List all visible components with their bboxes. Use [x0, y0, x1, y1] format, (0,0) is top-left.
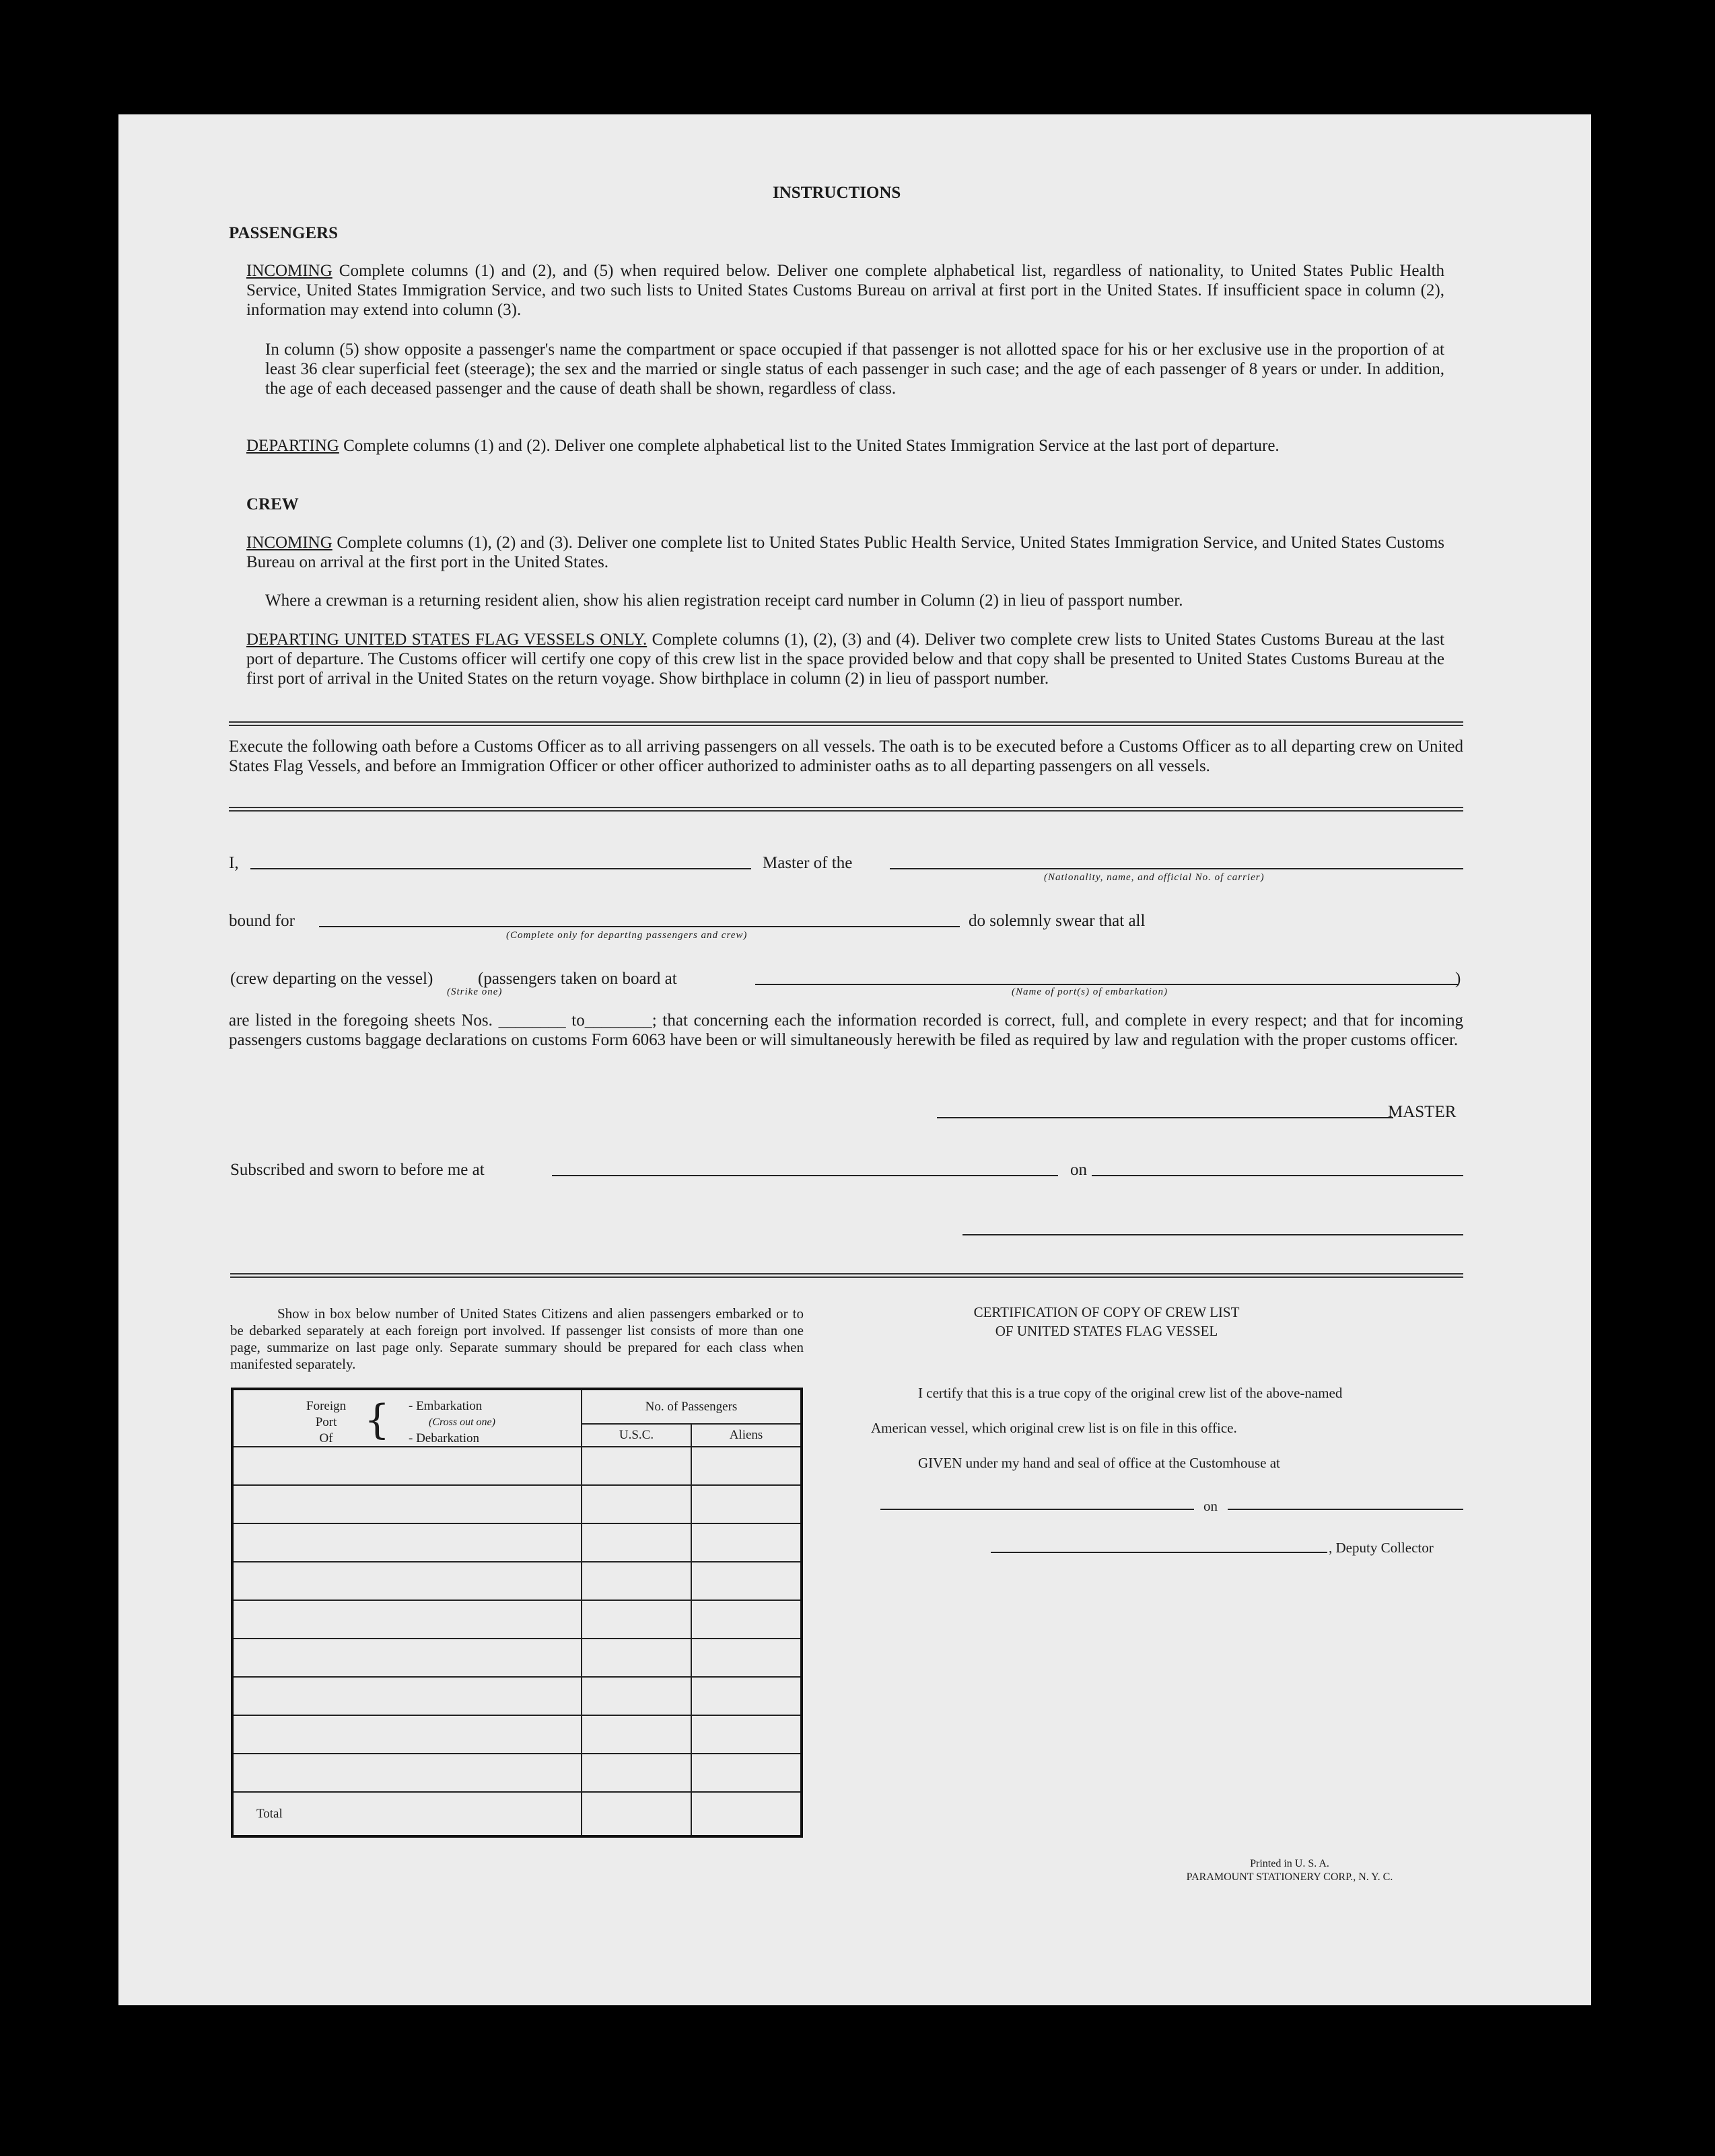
- usc-cell[interactable]: [582, 1754, 691, 1792]
- certification-title: [858, 1303, 1356, 1340]
- aliens-cell[interactable]: [691, 1485, 802, 1523]
- no-passengers-header: No. of Passengers: [582, 1389, 802, 1424]
- master-signature-field[interactable]: [937, 1117, 1393, 1118]
- aliens-cell[interactable]: [691, 1639, 802, 1677]
- nationality-caption: (Nationality, name, and official No. of carrier): [1044, 872, 1265, 883]
- table-row: [232, 1715, 802, 1754]
- form-page: [118, 114, 1591, 2005]
- aliens-cell[interactable]: [691, 1447, 802, 1485]
- port-header-cell: [232, 1389, 582, 1447]
- aliens-cell[interactable]: [691, 1562, 802, 1600]
- aliens-cell[interactable]: [691, 1600, 802, 1639]
- embarkation-port-field[interactable]: [755, 984, 1458, 985]
- usc-cell[interactable]: [582, 1677, 691, 1715]
- departing-paragraph: [246, 436, 1444, 456]
- table-row: [232, 1447, 802, 1485]
- customhouse-field[interactable]: [880, 1509, 1194, 1510]
- deputy-signature-field[interactable]: [991, 1552, 1327, 1553]
- printer-credit: [1074, 1857, 1505, 1884]
- certification-title-line2: OF UNITED STATES FLAG VESSEL: [995, 1323, 1218, 1339]
- table-row: [232, 1485, 802, 1523]
- port-cell[interactable]: [232, 1447, 582, 1485]
- passenger-summary-table: [231, 1388, 803, 1838]
- crew-heading: CREW: [246, 495, 299, 513]
- close-paren: ): [1455, 970, 1461, 988]
- incoming-label: INCOMING: [246, 262, 332, 280]
- complete-caption: (Complete only for departing passengers and crew): [506, 930, 748, 941]
- aliens-total-cell[interactable]: [691, 1792, 802, 1836]
- incoming-paragraph: [246, 261, 1444, 320]
- printer-line1: Printed in U. S. A.: [1250, 1858, 1329, 1869]
- master-of-the: Master of the: [763, 854, 853, 872]
- master-name-field[interactable]: [250, 868, 751, 869]
- usc-cell[interactable]: [582, 1447, 691, 1485]
- certify-line2: American vessel, which original crew list is on file in this office.: [871, 1420, 1237, 1436]
- sworn-on: on: [1070, 1161, 1087, 1179]
- aliens-cell[interactable]: [691, 1754, 802, 1792]
- crew-incoming-text: Complete columns (1), (2) and (3). Deliver one complete list to United States Public Health Service, United States Immigration Service, and United States Customs Bureau on arrival at the first port in the United States.: [246, 534, 1444, 571]
- oath-intro: Execute the following oath before a Customs Officer as to all arriving passengers on all vessels. The oath is to be executed before a Customs Officer as to all departing crew on United States Flag Vessels, and before an Immigration Officer or other officer authorized to administer oaths as to all departing passengers on all vessels.: [229, 738, 1463, 775]
- brace-icon: {: [364, 1396, 390, 1443]
- aliens-header: Aliens: [691, 1424, 802, 1447]
- table-row: [232, 1639, 802, 1677]
- port-cell[interactable]: [232, 1562, 582, 1600]
- summary-intro: Show in box below number of United States Citizens and alien passengers embarked or to be debarked separately at each foreign port involved. If passenger list consists of more than one page, summarize on last page only. Separate summary should be prepared for each class when manifested separately.: [230, 1305, 804, 1372]
- usc-cell[interactable]: [582, 1639, 691, 1677]
- bound-for: bound for: [229, 912, 295, 930]
- flag-vessel-paragraph: [246, 630, 1444, 688]
- of-label: Of: [319, 1431, 333, 1445]
- master-label: MASTER: [1388, 1103, 1457, 1121]
- carrier-field[interactable]: [890, 868, 1463, 869]
- crew-incoming-label: INCOMING: [246, 534, 332, 552]
- sworn-location-field[interactable]: [552, 1175, 1058, 1176]
- crewman-paragraph: Where a crewman is a returning resident alien, show his alien registration receipt card number in Column (2) in lieu of passport number.: [265, 591, 1183, 610]
- cert-on: on: [1203, 1498, 1218, 1514]
- passengers-heading: PASSENGERS: [229, 224, 339, 242]
- port-cell[interactable]: [232, 1754, 582, 1792]
- embark-debark-labels: [409, 1398, 495, 1447]
- divider: [230, 1273, 1463, 1278]
- printer-line2: PARAMOUNT STATIONERY CORP., N. Y. C.: [1186, 1871, 1393, 1883]
- usc-header: U.S.C.: [582, 1424, 691, 1447]
- certify-line1: I certify that this is a true copy of the original crew list of the above-named: [918, 1385, 1343, 1401]
- flag-vessel-label: DEPARTING UNITED STATES FLAG VESSELS ONLY.: [246, 631, 648, 649]
- crew-departing: (crew departing on the vessel): [230, 970, 433, 988]
- usc-cell[interactable]: [582, 1600, 691, 1639]
- flag-vessel-text: Complete columns (1), (2), (3) and (4). Deliver two complete crew lists to United States Customs Bureau at the last port of departure. The Customs officer will certify one copy of this crew list in the space provided below and that copy shall be presented to United States Customs Bureau at the first port of arrival in the United States on the return voyage. Show birthplace in column (2) in lieu of passport number.: [246, 631, 1445, 688]
- passengers-taken: (passengers taken on board at: [478, 970, 677, 988]
- incoming-text: Complete columns (1) and (2), and (5) when required below. Deliver one complete alphabetical list, regardless of nationality, to United States Public Health Service, United States Immigration Service, and two such lists to United States Customs Bureau on arrival at first port in the United States. If insufficient space in column (2), information may extend into column (3).: [246, 262, 1444, 319]
- instructions-title: INSTRUCTIONS: [773, 184, 901, 202]
- destination-field[interactable]: [319, 926, 960, 927]
- departing-text: Complete columns (1) and (2). Deliver one complete alphabetical list to the United States Immigration Service at the last port of departure.: [343, 437, 1280, 455]
- table-row: [232, 1600, 802, 1639]
- divider: [229, 807, 1463, 812]
- officer-signature-field[interactable]: [963, 1234, 1463, 1235]
- port-cell[interactable]: [232, 1715, 582, 1754]
- ports-caption: (Name of port(s) of embarkation): [1012, 986, 1168, 997]
- deputy-label: , Deputy Collector: [1329, 1540, 1434, 1556]
- port-cell[interactable]: [232, 1600, 582, 1639]
- listed-paragraph: are listed in the foregoing sheets Nos. ________ to________; that concerning each the information recorded is correct, full, and complete in every respect; and that for incoming passengers customs baggage declarations on customs Form 6063 have been or will simultaneously herewith be filed as required by law and regulation with the proper customs officer.: [229, 1011, 1463, 1049]
- cross-out-label: (Cross out one): [429, 1416, 495, 1428]
- aliens-cell[interactable]: [691, 1677, 802, 1715]
- divider: [229, 721, 1463, 726]
- foreign-label: Foreign: [306, 1399, 347, 1413]
- aliens-cell[interactable]: [691, 1523, 802, 1562]
- column5-paragraph: In column (5) show opposite a passenger's name the compartment or space occupied if that passenger is not allotted space for his or her exclusive use in the proportion of at least 36 clear superficial feet (steerage); the sex and the married or single status of each passenger in such case; and the age of each passenger of 8 years or under. In addition, the age of each deceased passenger and the cause of death shall be shown, regardless of class.: [265, 340, 1444, 398]
- cert-date-field[interactable]: [1228, 1509, 1463, 1510]
- total-label: Total: [232, 1792, 582, 1836]
- aliens-cell[interactable]: [691, 1715, 802, 1754]
- table-row: [232, 1677, 802, 1715]
- port-cell[interactable]: [232, 1485, 582, 1523]
- subscribed-text: Subscribed and sworn to before me at: [230, 1161, 485, 1179]
- sworn-date-field[interactable]: [1092, 1175, 1463, 1176]
- debarkation-label: - Debarkation: [409, 1431, 479, 1445]
- usc-cell[interactable]: [582, 1523, 691, 1562]
- foreign-port-of: [306, 1398, 346, 1447]
- usc-total-cell[interactable]: [582, 1792, 691, 1836]
- departing-label: DEPARTING: [246, 437, 339, 455]
- crew-incoming-paragraph: [246, 533, 1444, 572]
- usc-cell[interactable]: [582, 1485, 691, 1523]
- port-cell[interactable]: [232, 1523, 582, 1562]
- oath-i: I,: [229, 854, 239, 872]
- usc-cell[interactable]: [582, 1562, 691, 1600]
- port-label: Port: [315, 1415, 337, 1429]
- certification-title-line1: CERTIFICATION OF COPY OF CREW LIST: [973, 1304, 1240, 1320]
- embarkation-label: - Embarkation: [409, 1399, 483, 1413]
- table-row: [232, 1523, 802, 1562]
- table-row: [232, 1562, 802, 1600]
- given-text: GIVEN under my hand and seal of office at the Customhouse at: [918, 1455, 1280, 1471]
- strike-caption: (Strike one): [447, 986, 503, 997]
- usc-cell[interactable]: [582, 1715, 691, 1754]
- do-swear: do solemnly swear that all: [969, 912, 1146, 930]
- total-row: [232, 1792, 802, 1836]
- table-row: [232, 1754, 802, 1792]
- port-cell[interactable]: [232, 1677, 582, 1715]
- port-cell[interactable]: [232, 1639, 582, 1677]
